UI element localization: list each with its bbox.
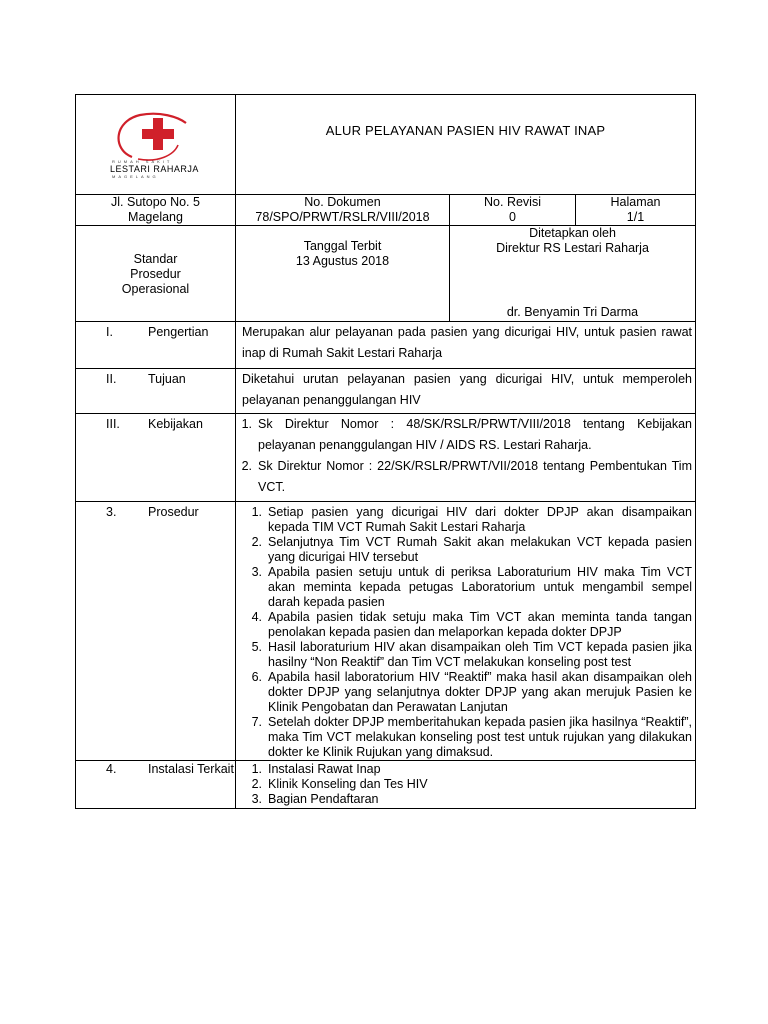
logo-name: LESTARI RAHARJA <box>110 164 199 174</box>
instalasi-label-cell <box>76 761 236 809</box>
instalasi-number: 4. <box>106 762 117 776</box>
list-item: 1. Instalasi Rawat Inap <box>251 762 381 776</box>
list-item: 5. Hasil laboraturium HIV akan disampaikan oleh Tim VCT kepada pasien jika hasilny “Non Reaktif” dan Tim VCT melakukan konseling post test <box>251 640 692 669</box>
doc-number-label: No. Dokumen <box>304 195 381 209</box>
logo-city-text: MAGELANG <box>112 174 159 179</box>
tujuan-text: Diketahui urutan pelayanan pasien yang dicurigai HIV, untuk memperoleh pelayanan penanggulangan HIV <box>236 369 696 414</box>
revision-value: 0 <box>509 210 516 224</box>
issued-date-cell <box>236 226 450 322</box>
pengertian-text: Merupakan alur pelayanan pada pasien yang dicurigai HIV, untuk pasien rawat inap di Rumah Sakit Lestari Raharja <box>236 322 696 369</box>
document-title: ALUR PELAYANAN PASIEN HIV RAWAT INAP <box>236 95 696 195</box>
sop-document-table <box>75 94 696 809</box>
logo-cell <box>76 95 236 195</box>
prosedur-label-cell <box>76 502 236 761</box>
instalasi-list <box>236 762 692 807</box>
revision-cell <box>450 195 576 226</box>
kebijakan-list <box>236 414 692 498</box>
approval-cell <box>450 226 696 322</box>
signer-name: dr. Benyamin Tri Darma <box>506 305 639 319</box>
list-item: 3. Apabila pasien setuju untuk di periksa Laboraturium HIV maka Tim VCT akan meminta kepada petugas Laboratorium untuk mengambil sempel darah kepada pasien <box>251 565 692 609</box>
pengertian-label: Pengertian <box>148 325 209 339</box>
sop-line-3: Operasional <box>121 282 190 296</box>
list-item: 1. Setiap pasien yang dicurigai HIV dari dokter DPJP akan disampaikan kepada TIM VCT Rumah Sakit Lestari Raharja <box>251 505 692 534</box>
logo-small-text: RUMAH SAKIT <box>112 159 173 164</box>
sop-cell <box>76 226 236 322</box>
pengertian-label-cell <box>76 322 236 369</box>
address-cell <box>76 195 236 226</box>
list-item: 2. Klinik Konseling dan Tes HIV <box>251 777 428 791</box>
pengertian-number: I. <box>106 325 113 339</box>
list-item: 2. Sk Direktur Nomor : 22/SK/RSLR/PRWT/VII/2018 tentang Pembentukan Tim VCT. <box>241 459 692 494</box>
prosedur-list <box>236 505 692 760</box>
kebijakan-label-cell <box>76 414 236 502</box>
list-item: 1. Sk Direktur Nomor : 48/SK/RSLR/PRWT/VIII/2018 tentang Kebijakan pelayanan penanggulangan HIV / AIDS RS. Lestari Raharja. <box>241 417 692 452</box>
revision-label: No. Revisi <box>484 195 541 209</box>
address-line-1: Jl. Sutopo No. 5 <box>111 195 200 209</box>
page-label: Halaman <box>610 195 661 209</box>
doc-number: 78/SPO/PRWT/RSLR/VIII/2018 <box>255 210 430 224</box>
issued-date-label: Tanggal Terbit <box>303 239 382 253</box>
list-item: 4. Apabila pasien tidak setuju maka Tim VCT akan meminta tanda tangan penolakan kepada pasien dan melaporkan kepada dokter DPJP <box>251 610 692 639</box>
hospital-logo <box>104 109 224 179</box>
list-item: 7. Setelah dokter DPJP memberitahukan kepada pasien jika hasilnya “Reaktif”, maka Tim VCT melakukan konseling post test untuk rujukan yang dilakukan dokter ke Klinik Rujukan yang dimaksud. <box>251 715 692 759</box>
sop-line-1: Standar <box>133 252 178 266</box>
tujuan-label: Tujuan <box>148 372 186 386</box>
page-value: 1/1 <box>626 210 645 224</box>
prosedur-number: 3. <box>106 505 117 519</box>
instalasi-label: Instalasi Terkait <box>148 762 234 776</box>
list-item: 2. Selanjutnya Tim VCT Rumah Sakit akan melakukan VCT kepada pasien yang dicurigai HIV tersebut <box>251 535 692 564</box>
prosedur-label: Prosedur <box>148 505 199 519</box>
sop-line-2: Prosedur <box>130 267 181 281</box>
prosedur-list-cell <box>236 502 696 761</box>
list-item: 6. Apabila hasil laboratorium HIV “Reaktif” maka hasil akan disampaikan oleh dokter DPJP yang selanjutnya dokter DPJP yang akan merujuk Pasien ke Klinik Pengobatan dan Perawatan Lanjutan <box>251 670 692 714</box>
page-cell <box>576 195 696 226</box>
tujuan-number: II. <box>106 372 117 386</box>
approval-label: Ditetapkan oleh <box>529 226 616 240</box>
approval-by: Direktur RS Lestari Raharja <box>496 241 649 255</box>
kebijakan-label: Kebijakan <box>148 417 203 431</box>
tujuan-label-cell <box>76 369 236 414</box>
doc-number-cell <box>236 195 450 226</box>
kebijakan-list-cell <box>236 414 696 502</box>
list-item: 3. Bagian Pendaftaran <box>251 792 379 806</box>
issued-date: 13 Agustus 2018 <box>295 254 390 268</box>
instalasi-list-cell <box>236 761 696 809</box>
address-line-2: Magelang <box>128 210 183 224</box>
kebijakan-number: III. <box>106 417 120 431</box>
